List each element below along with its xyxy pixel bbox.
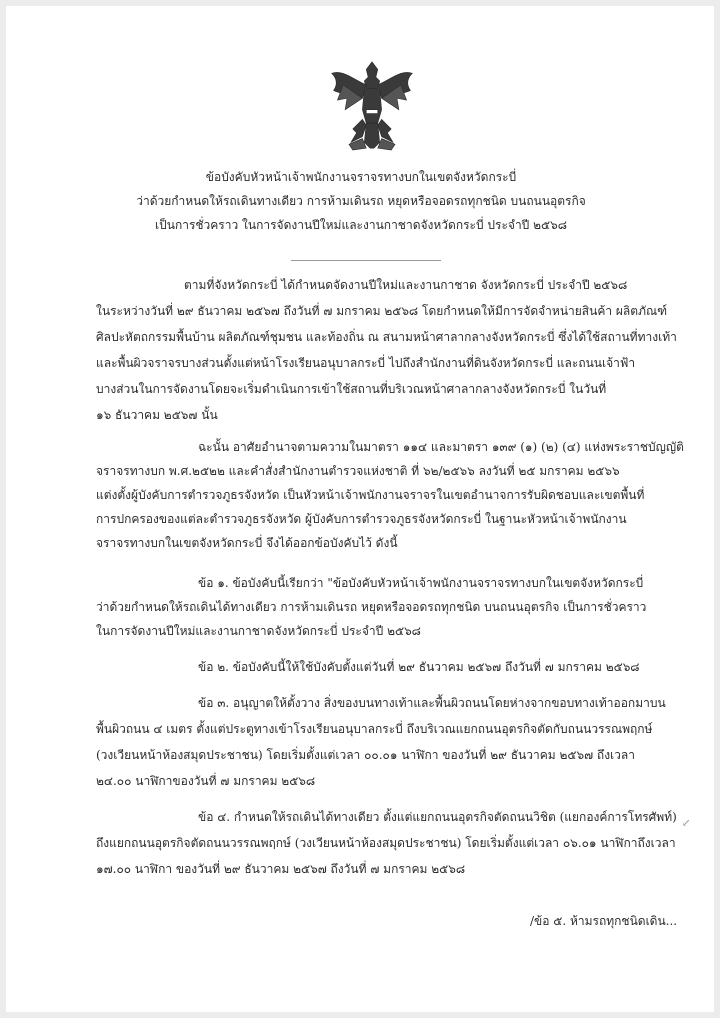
continuation-note: /ข้อ ๕. ห้ามรถทุกชนิดเดิน... [530, 914, 678, 928]
clause-1-line: ข้อ ๑. ข้อบังคับนี้เรียกว่า "ข้อบังคับหัวหน้าเจ้าพนักงานจราจรทางบกในเขตจังหวัดกระบี่ [198, 576, 644, 590]
title-line-3: เป็นการชั่วคราว ในการจัดงานปีใหม่และงานกาชาดจังหวัดกระบี่ ประจำปี ๒๕๖๘ [155, 218, 567, 232]
authority-line: การปกครองของแต่ละตำรวจภูธรจังหวัด ผู้บังคับการตำรวจภูธรจังหวัดกระบี่ ในฐานะหัวหน้าเจ้าพนักงาน [96, 512, 627, 526]
clause-4-line: ๑๗.๐๐ นาฬิกา ของวันที่ ๒๙ ธันวาคม ๒๕๖๗ ถึงวันที่ ๗ มกราคม ๒๕๖๘ [96, 862, 466, 876]
intro-line: ๑๖ ธันวาคม ๒๕๖๗ นั้น [96, 408, 218, 422]
clause-3-line: (วงเวียนหน้าห้องสมุดประชาชน) โดยเริ่มตั้งแต่เวลา ๐๐.๐๑ นาฬิกา ของวันที่ ๒๙ ธันวาคม ๒๕๖๗ ถึงเวลา [96, 748, 635, 762]
intro-line: และพื้นผิวจราจรบางส่วนตั้งแต่หน้าโรงเรียนอนุบาลกระบี่ ไปถึงสำนักงานที่ดินจังหวัดกระบี่ และถนนเจ้าฟ้า [96, 356, 636, 370]
title-line-1: ข้อบังคับหัวหน้าเจ้าพนักงานจราจรทางบกในเขตจังหวัดกระบี่ [205, 170, 517, 184]
intro-line: ศิลปะหัตถกรรมพื้นบ้าน ผลิตภัณฑ์ชุมชน และท้องถิ่น ณ สนามหน้าศาลากลางจังหวัดกระบี่ ซึ่งได้ใช้สถานที่ทางเท้า [96, 330, 677, 344]
intro-line: บางส่วนในการจัดงานโดยจะเริ่มดำเนินการเข้าใช้สถานที่บริเวณหน้าศาลากลางจังหวัดกระบี่ ในวันที่ [96, 382, 607, 396]
clause-2-line: ข้อ ๒. ข้อบังคับนี้ให้ใช้บังคับตั้งแต่วันที่ ๒๙ ธันวาคม ๒๕๖๗ ถึงวันที่ ๗ มกราคม ๒๕๖๘ [198, 660, 640, 674]
authority-line: ฉะนั้น อาศัยอำนาจตามความในมาตรา ๑๑๔ และมาตรา ๑๓๙ (๑) (๒) (๔) แห่งพระราชบัญญัติ [198, 440, 684, 454]
clause-4-line: ถึงแยกถนนอุตรกิจตัดถนนวรรณพฤกษ์ (วงเวียนหน้าห้องสมุดประชาชน) โดยเริ่มตั้งแต่เวลา ๐๖.๐๑ นาฬิกาถึงเวลา [96, 836, 676, 850]
clause-3-line: ข้อ ๓. อนุญาตให้ตั้งวาง สิ่งของบนทางเท้าและพื้นผิวถนนโดยห่างจากขอบทางเท้าออกมาบน [198, 696, 666, 710]
title-divider [291, 260, 441, 261]
document-page [6, 6, 714, 1012]
authority-line: จราจรทางบกในเขตจังหวัดกระบี่ จึงได้ออกข้อบังคับไว้ ดังนี้ [96, 536, 398, 550]
authority-line: จราจรทางบก พ.ศ.๒๕๒๒ และคำสั่งสำนักงานตำรวจแห่งชาติ ที่ ๖๒/๒๕๖๖ ลงวันที่ ๒๕ มกราคม ๒๕๖๖ [96, 464, 620, 478]
clause-1-line: ในการจัดงานปีใหม่และงานกาชาดจังหวัดกระบี่ ประจำปี ๒๕๖๘ [96, 624, 421, 638]
clause-3-line: ๒๔.๐๐ นาฬิกาของวันที่ ๗ มกราคม ๒๕๖๘ [96, 774, 316, 788]
garuda-emblem-icon [324, 56, 420, 152]
clause-1-line: ว่าด้วยกำหนดให้รถเดินได้ทางเดียว การห้ามเดินรถ หยุดหรือจอดรถทุกชนิด บนถนนอุตรกิจ เป็นการชั่วคราว [96, 600, 647, 614]
intro-line: ในระหว่างวันที่ ๒๙ ธันวาคม ๒๕๖๗ ถึงวันที่ ๗ มกราคม ๒๕๖๘ โดยกำหนดให้มีการจัดจำหน่ายสินค้า ผลิตภัณฑ์ [96, 304, 668, 318]
intro-line: ตามที่จังหวัดกระบี่ ได้กำหนดจัดงานปีใหม่และงานกาชาด จังหวัดกระบี่ ประจำปี ๒๕๖๘ [184, 278, 628, 292]
clause-4-line: ข้อ ๔. กำหนดให้รถเดินได้ทางเดียว ตั้งแต่แยกถนนอุตรกิจตัดถนนวิชิต (แยกองค์การโทรศัพท์) [198, 810, 677, 824]
margin-mark: ↙ [682, 818, 691, 829]
title-line-2: ว่าด้วยกำหนดให้รถเดินทางเดียว การห้ามเดินรถ หยุดหรือจอดรถทุกชนิด บนถนนอุตรกิจ [136, 194, 586, 208]
clause-3-line: พื้นผิวถนน ๔ เมตร ตั้งแต่ประตูทางเข้าโรงเรียนอนุบาลกระบี่ ถึงบริเวณแยกถนนอุตรกิจตัดกับถนนวรรณพฤกษ์ [96, 722, 653, 736]
authority-line: แต่งตั้งผู้บังคับการตำรวจภูธรจังหวัด เป็นหัวหน้าเจ้าพนักงานจราจรในเขตอำนาจการรับผิดชอบและเขตพื้นที่ [96, 488, 645, 502]
